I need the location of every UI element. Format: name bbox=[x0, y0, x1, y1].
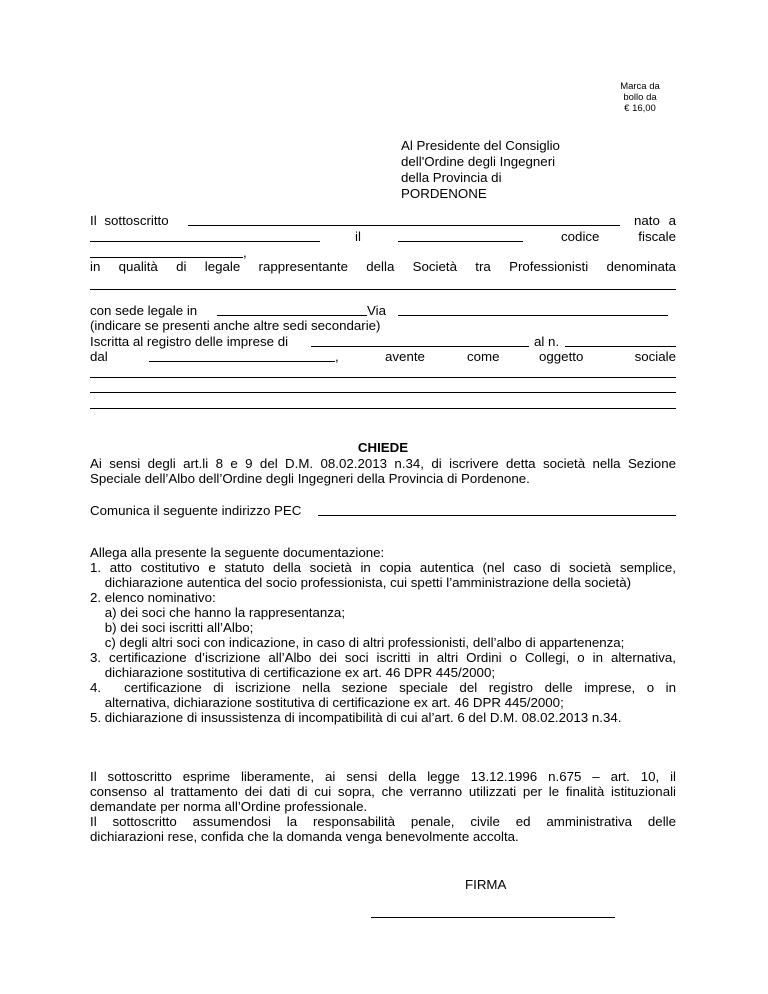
form-row-sede bbox=[90, 303, 676, 318]
label-sede-legale: con sede legale in bbox=[90, 303, 198, 318]
form-row-altre-sedi bbox=[90, 318, 676, 333]
allega-section bbox=[90, 545, 676, 725]
stamp-line-1: Marca da bbox=[620, 81, 660, 92]
note-altre-sedi: (indicare se presenti anche altre sedi secondarie) bbox=[90, 318, 381, 333]
addressee-block bbox=[401, 138, 560, 202]
field-oggetto-line-1[interactable] bbox=[90, 377, 676, 378]
field-registry-date[interactable] bbox=[149, 349, 335, 362]
allega-item: alternativa, dichiarazione sostitutiva di certificazione ex art. 46 DPR 445/2000; bbox=[90, 695, 564, 710]
label-dal: dal bbox=[90, 349, 108, 364]
label-avente: avente bbox=[385, 349, 425, 364]
field-city[interactable] bbox=[217, 303, 367, 316]
label-comma: , bbox=[243, 245, 247, 260]
allega-item: 5. dichiarazione di insussistenza di incompatibilità di cui al’art. 6 del D.M. 08.02.2013 n.34. bbox=[90, 710, 622, 725]
word-di: di bbox=[176, 259, 187, 274]
label-codice: codice bbox=[561, 229, 600, 244]
field-fiscal-code[interactable] bbox=[90, 245, 243, 258]
addressee-line-4: PORDENONE bbox=[401, 186, 487, 201]
field-name[interactable] bbox=[188, 213, 620, 226]
label-sociale: sociale bbox=[634, 349, 676, 364]
word-societa: Società bbox=[412, 259, 457, 274]
label-comma-2: , bbox=[335, 349, 339, 364]
word-rappresentante: rappresentante bbox=[258, 259, 348, 274]
label-via: Via bbox=[367, 303, 386, 318]
field-street[interactable] bbox=[398, 303, 668, 316]
word-professionisti: Professionisti bbox=[509, 259, 589, 274]
label-oggetto: oggetto bbox=[539, 349, 584, 364]
privacy-line: consenso al trattamento dei dati di cui sopra, che verranno utilizzati per le finalità istituzionali bbox=[90, 784, 676, 799]
form-row-qualita bbox=[90, 259, 676, 274]
field-oggetto-line-3[interactable] bbox=[90, 408, 676, 409]
stamp-line-3: € 16,00 bbox=[624, 103, 656, 114]
allega-item: 2. elenco nominativo: bbox=[90, 590, 216, 605]
field-birthdate[interactable] bbox=[398, 229, 523, 242]
word-denominata: denominata bbox=[606, 259, 676, 274]
signature-line[interactable] bbox=[371, 917, 615, 918]
field-registry-number[interactable] bbox=[565, 334, 676, 347]
privacy-line: Il sottoscritto esprime liberamente, ai sensi della legge 13.12.1996 n.675 – art. 10, il bbox=[90, 769, 676, 784]
allega-item: b) dei soci iscritti all’Albo; bbox=[90, 620, 254, 635]
word-della: della bbox=[366, 259, 395, 274]
label-pec: Comunica il seguente indirizzo PEC bbox=[90, 503, 302, 518]
label-sottoscritto: Il sottoscritto bbox=[90, 213, 169, 228]
stamp-line-2: bollo da bbox=[623, 92, 657, 103]
addressee-line-3: della Provincia di bbox=[401, 170, 502, 185]
form-row-oggetto bbox=[90, 349, 676, 364]
label-fiscale: fiscale bbox=[638, 229, 676, 244]
form-row-sottoscritto bbox=[90, 213, 676, 228]
privacy-line: dichiarazioni rese, confida che la domanda venga benevolmente accolta. bbox=[90, 829, 519, 844]
chiede-text-line-1: Ai sensi degli art.li 8 e 9 del D.M. 08.02.2013 n.34, di iscrivere detta società nella Sezione bbox=[90, 456, 676, 471]
label-iscritta: Iscritta al registro delle imprese di bbox=[90, 334, 289, 349]
label-nato-a: nato a bbox=[634, 213, 676, 228]
allega-item: 4. certificazione di iscrizione nella sezione speciale del registro delle imprese, o in bbox=[90, 680, 676, 695]
word-in: in bbox=[90, 259, 101, 274]
label-al-n: al n. bbox=[534, 334, 560, 349]
field-oggetto-line-2[interactable] bbox=[90, 392, 676, 393]
word-qualita: qualità bbox=[118, 259, 158, 274]
field-pec[interactable] bbox=[318, 503, 676, 516]
firma-label: FIRMA bbox=[465, 877, 507, 892]
allega-item: 1. atto costitutivo e statuto della società in copia autentica (nel caso di società semplice, bbox=[90, 560, 676, 575]
allega-item: dichiarazione autentica del socio professionista, cui spetti l’amministrazione della società) bbox=[90, 575, 632, 590]
chiede-text-line-2: Speciale dell’Albo dell’Ordine degli Ingegneri della Provincia di Pordenone. bbox=[90, 471, 530, 486]
chiede-text bbox=[90, 456, 676, 486]
allega-item: 3. certificazione d’iscrizione all’Albo dei soci iscritti in altri Ordini o Collegi, o in alternativa, bbox=[90, 650, 676, 665]
label-il: il bbox=[355, 229, 361, 244]
form-row-pec bbox=[90, 503, 676, 518]
field-company-name[interactable] bbox=[90, 289, 676, 290]
addressee-line-2: dell'Ordine degli Ingegneri bbox=[401, 154, 556, 169]
field-birthplace[interactable] bbox=[90, 229, 320, 242]
word-tra: tra bbox=[475, 259, 491, 274]
allega-item: dichiarazione sostitutiva di certificazione ex art. 46 DPR 445/2000; bbox=[90, 665, 496, 680]
allega-intro: Allega alla presente la seguente documentazione: bbox=[90, 545, 385, 560]
chiede-heading: CHIEDE bbox=[357, 440, 409, 455]
stamp-note bbox=[600, 81, 680, 114]
privacy-section bbox=[90, 769, 676, 844]
label-come: come bbox=[467, 349, 500, 364]
allega-item: a) dei soci che hanno la rappresentanza; bbox=[90, 605, 346, 620]
privacy-line: demandate per norma all’Ordine professionale. bbox=[90, 799, 368, 814]
field-registry-city[interactable] bbox=[311, 334, 529, 347]
privacy-line: Il sottoscritto assumendosi la responsabilità penale, civile ed amministrativa delle bbox=[90, 814, 676, 829]
addressee-line-1: Al Presidente del Consiglio bbox=[401, 138, 560, 153]
word-legale: legale bbox=[204, 259, 241, 274]
form-row-registro bbox=[90, 334, 676, 349]
allega-item: c) degli altri soci con indicazione, in caso di altri professionisti, dell’albo di appartenenza; bbox=[90, 635, 625, 650]
